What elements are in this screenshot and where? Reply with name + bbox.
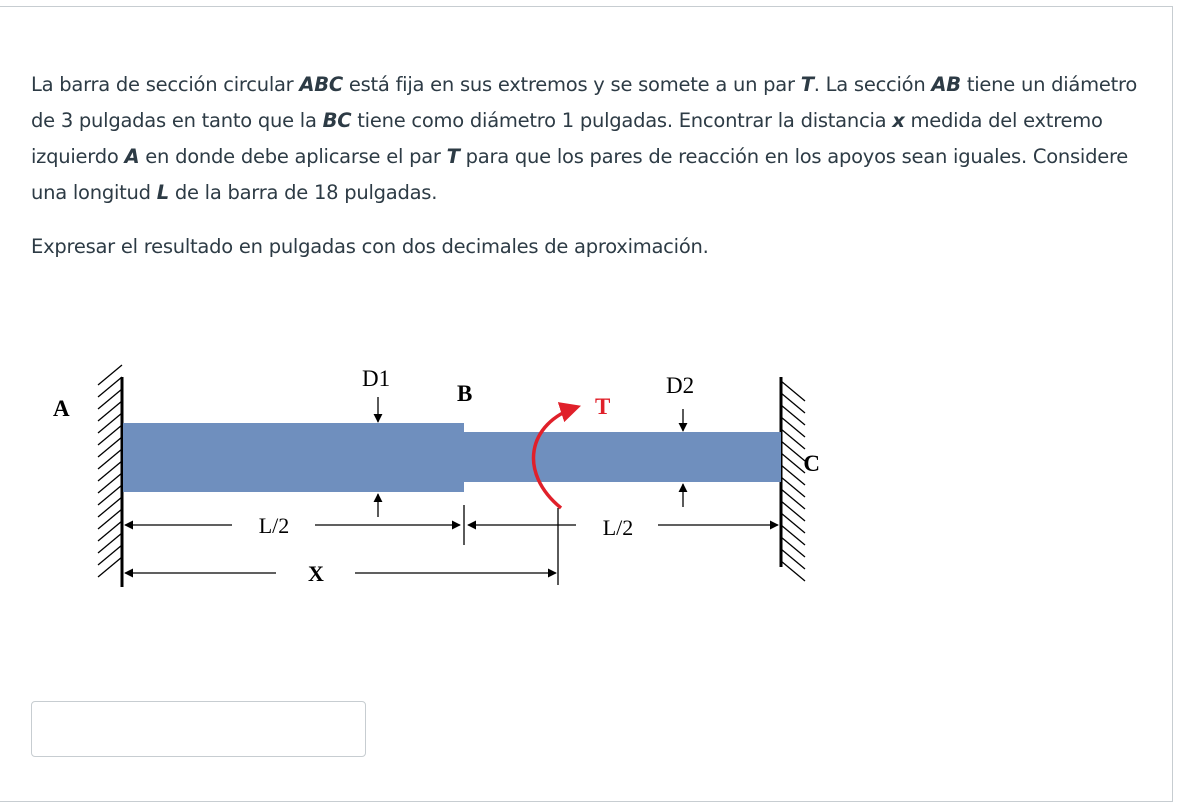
bar-segment-bc <box>464 432 781 482</box>
emphasis-text: x <box>892 109 905 132</box>
label-b: B <box>457 381 473 406</box>
emphasis-text: A <box>124 145 140 168</box>
emphasis-text: BC <box>322 109 352 132</box>
bar-segment-ab <box>123 423 464 492</box>
left-wall-support <box>98 365 122 587</box>
emphasis-text: T <box>446 145 460 168</box>
question-text-run: tiene como diámetro 1 pulgadas. Encontrar la distancia <box>351 109 893 132</box>
label-half-right: L/2 <box>602 515 634 540</box>
label-d1: D1 <box>362 366 391 391</box>
question-text-run: medida del extremo izquierdo <box>31 109 1103 168</box>
label-half-left: L/2 <box>258 513 290 538</box>
label-c: C <box>803 451 820 476</box>
label-d2: D2 <box>666 373 695 398</box>
question-text-run: La barra de sección circular <box>31 73 300 96</box>
label-t: T <box>595 394 611 419</box>
emphasis-text: AB <box>931 73 961 96</box>
bar-diagram <box>40 355 820 600</box>
question-text-run: para que los pares de reacción en los apoyos sean iguales. Considere una longitud <box>31 145 1129 204</box>
right-wall-support <box>781 377 805 581</box>
question-text-run: de la barra de 18 pulgadas. <box>168 181 438 204</box>
emphasis-text: ABC <box>299 73 343 96</box>
question-paragraph-2: Expresar el resultado en pulgadas con dos decimales de aproximación. <box>31 235 709 258</box>
label-a: A <box>53 396 70 421</box>
question-text-run: tiene un diámetro de 3 pulgadas en tanto que la <box>31 73 1138 132</box>
question-paragraph-1 <box>31 67 1141 211</box>
question-text-run: en donde debe aplicarse el par <box>139 145 447 168</box>
label-x: X <box>308 561 324 586</box>
question-text <box>31 67 1141 265</box>
answer-input[interactable] <box>31 701 366 757</box>
question-text-run: . La sección <box>813 73 932 96</box>
emphasis-text: L <box>156 181 169 204</box>
emphasis-text: T <box>800 73 814 96</box>
dimension-lines <box>125 505 778 585</box>
question-text-run: está fija en sus extremos y se somete a un par <box>342 73 801 96</box>
